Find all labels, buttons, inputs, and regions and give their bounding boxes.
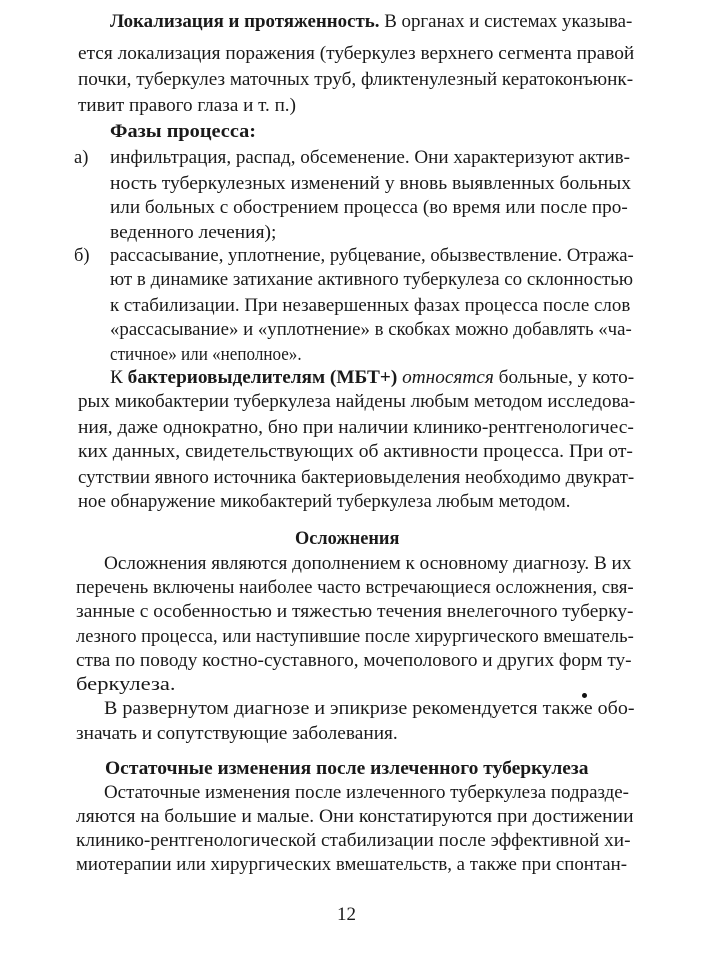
localization-line-2: ется локализация поражения (туберкулез верхнего сегмента правой — [78, 44, 635, 64]
bacteria-italic: относятся — [397, 368, 494, 388]
complications-line-5: ства по поводу костно-суставного, мочеполового и других форм ту- — [76, 651, 632, 671]
residual-line-3: клинико-рентгенологической стабилизации после эффективной хи- — [76, 831, 631, 851]
phases-title: Фазы процесса: — [110, 122, 256, 142]
phase-a-line-2: ность туберкулезных изменений у вновь выявленных больных — [110, 174, 632, 194]
residual-line-2: ляются на большие и малые. Они констатируются при достижении — [76, 807, 634, 827]
phase-a-line-3: или больных с обострением процесса (во время или после про- — [110, 198, 628, 218]
localization-title: Локализация и протяженность. — [110, 12, 380, 32]
phase-a-line-1: инфильтрация, распад, обсеменение. Они характеризуют актив- — [110, 148, 630, 168]
phase-b-line-1: рассасывание, уплотнение, рубцевание, обызвествление. Отража- — [110, 246, 634, 266]
residual-line-4: миотерапии или хирургических вмешательств, а также при спонтан- — [76, 855, 628, 875]
residual-heading: Остаточные изменения после излеченного туберкулеза — [105, 759, 589, 779]
complications-line-3: занные с особенностью и тяжестью течения внелегочного туберку- — [76, 602, 634, 622]
phase-b-line-4: «рассасывание» и «уплотнение» в скобках можно добавлять «ча- — [110, 320, 632, 340]
bacteria-line-5: сутствии явного источника бактериовыделения необходимо двукрат- — [78, 468, 635, 488]
complications-line-1: Осложнения являются дополнением к основному диагнозу. В их — [104, 554, 632, 574]
list-marker-b: б) — [74, 246, 90, 266]
localization-line-4: тивит правого глаза и т. п.) — [78, 96, 296, 116]
bacteria-line-2: рых микобактерии туберкулеза найдены любым методом исследова- — [78, 392, 636, 412]
phase-a-line-4: веденного лечения); — [110, 223, 277, 243]
complications-line-7: В развернутом диагнозе и эпикризе рекомендуется также обо- — [104, 699, 635, 719]
complications-line-6: беркулеза. — [76, 675, 176, 695]
bacteria-term: бактериовыделителям (МБТ+) — [127, 368, 398, 388]
page-number: 12 — [337, 904, 356, 925]
phase-b-line-5: стичное» или «неполное». — [110, 345, 302, 365]
complications-line-2: перечень включены наиболее часто встречающиеся осложнения, свя- — [76, 578, 634, 598]
complications-heading: Осложнения — [295, 529, 400, 549]
localization-line-1 — [110, 10, 632, 34]
phase-b-line-2: ют в динамике затихание активного туберкулеза со склонностью — [110, 270, 634, 290]
bacteria-line-6: ное обнаружение микобактерий туберкулеза любым методом. — [78, 492, 571, 512]
phase-b-line-3: к стабилизации. При незавершенных фазах процесса после слов — [110, 296, 631, 316]
bacteria-line-3: ния, даже однократно, бно при наличии клинико-рентгенологичес- — [78, 418, 634, 438]
complications-line-8: значать и сопутствующие заболевания. — [76, 724, 398, 744]
ink-speck — [582, 693, 587, 698]
localization-line-3: почки, туберкулез маточных труб, фликтенулезный кератоконъюнк- — [78, 70, 634, 90]
bacteria-line-1 — [110, 366, 634, 390]
bacteria-line-1-text: больные, у кото- — [493, 368, 635, 388]
complications-line-4: лезного процесса, или наступившие после хирургического вмешатель- — [76, 627, 634, 647]
localization-line-1-text: В органах и системах указыва- — [379, 12, 633, 32]
bacteria-lead: К — [110, 368, 128, 388]
residual-line-1: Остаточные изменения после излеченного туберкулеза подразде- — [104, 783, 629, 803]
list-marker-a: а) — [74, 148, 89, 168]
bacteria-line-4: ких данных, свидетельствующих об активности процесса. При от- — [78, 442, 633, 462]
